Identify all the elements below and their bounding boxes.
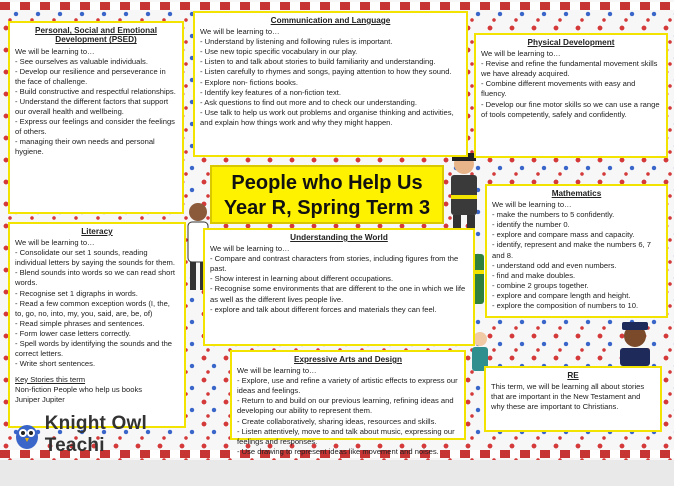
list-item: - Ask questions to find out more and to check our understanding.: [200, 98, 461, 108]
key-story-1: Non-fiction People who help us books: [15, 384, 143, 394]
understanding-world-section: [203, 228, 475, 346]
physical-list: [481, 59, 661, 119]
re-heading: RE: [567, 371, 579, 380]
top-border-stripe: [0, 2, 674, 10]
list-item: - Recognise set 1 digraphs in words.: [15, 289, 179, 299]
list-item: - combine 2 groups together.: [492, 281, 661, 291]
literacy-heading: Literacy: [81, 227, 113, 236]
list-item: - Understand by listening and following rules is important.: [200, 37, 461, 47]
list-item: - Form lower case letters correctly.: [15, 329, 179, 339]
list-item: - explore and compare mass and capacity.: [492, 230, 661, 240]
literacy-intro: We will be learning to…: [15, 238, 95, 248]
knight-owl-logo: [14, 413, 204, 456]
list-item: - Develop our fine motor skills so we can use a range of tools competently, safely and confidently.: [481, 100, 661, 120]
mathematics-list: [492, 210, 661, 310]
list-item: - Read simple phrases and sentences.: [15, 319, 179, 329]
psed-intro: We will be learning to…: [15, 46, 95, 56]
title-line-1: People who Help Us: [231, 172, 423, 194]
understanding-world-heading: Understanding the World: [290, 233, 388, 242]
physical-section: [474, 33, 668, 158]
re-text: This term, we will be learning all about stories that are important in the New Testament and why these are important to Christians.: [491, 382, 645, 412]
list-item: - make the numbers to 5 confidently.: [492, 210, 661, 220]
owl-icon: [14, 420, 39, 450]
re-section: [484, 366, 662, 432]
key-stories-heading: Key Stories this term: [15, 374, 86, 384]
expressive-arts-heading: Expressive Arts and Design: [294, 355, 402, 364]
list-item: - Listen carefully to rhymes and songs, paying attention to how they sound.: [200, 67, 461, 77]
communication-intro: We will be learning to…: [200, 27, 280, 37]
list-item: - Show interest in learning about different occupations.: [210, 274, 468, 284]
list-item: - Revise and refine the fundamental movement skills we have already acquired.: [481, 59, 661, 79]
physical-intro: We will be learning to…: [481, 49, 561, 59]
list-item: - Recognise some environments that are different to the one in which we life as well as the different lives people live.: [210, 284, 468, 304]
literacy-section: [8, 222, 186, 428]
psed-heading: Personal, Social and Emotional Development (PSED): [35, 26, 157, 45]
mathematics-intro: We will be learning to…: [492, 200, 572, 210]
list-item: - Write short sentences.: [15, 359, 179, 369]
mathematics-section: [485, 184, 668, 318]
list-item: - Return to and build on our previous learning, refining ideas and developing our ability to represent them.: [237, 396, 459, 416]
list-item: - identify, represent and make the numbers 6, 7 and 8.: [492, 240, 661, 260]
list-item: - Blend sounds into words so we can read short words.: [15, 268, 179, 288]
communication-heading: Communication and Language: [270, 16, 391, 25]
list-item: - Use drawing to represent ideas like movement and noises.: [237, 447, 459, 457]
list-item: - Consolidate our set 1 sounds, reading individual letters by saying the sounds for them.: [15, 248, 179, 268]
physical-heading: Physical Development: [527, 38, 615, 47]
expressive-arts-list: [237, 376, 459, 456]
list-item: - Read a few common exception words (I, the, to, go, no, into, my, you, said, are, be, of): [15, 299, 179, 319]
list-item: - explore the composition of numbers to 10.: [492, 301, 661, 311]
footer-band: [0, 460, 674, 486]
understanding-world-list: [210, 254, 468, 314]
list-item: - Explore non- fictions books.: [200, 78, 461, 88]
list-item: - Use talk to help us work out problems and organise thinking and activities, and explain how things work and why they might happen.: [200, 108, 461, 128]
list-item: - Use new topic specific vocabulary in our play.: [200, 47, 461, 57]
literacy-list: [15, 248, 179, 368]
list-item: - Spell words by identifying the sounds and the correct letters.: [15, 339, 179, 359]
mathematics-heading: Mathematics: [551, 189, 602, 198]
list-item: - Identify key features of a non-fiction text.: [200, 88, 461, 98]
psed-section: [8, 21, 184, 214]
list-item: - find and make doubles.: [492, 271, 661, 281]
list-item: - explore and compare length and height.: [492, 291, 661, 301]
list-item: - Express our feelings and consider the feelings of others.: [15, 117, 177, 137]
firefighter-character-icon: [444, 150, 484, 240]
page-title: [210, 165, 444, 224]
expressive-arts-intro: We will be learning to…: [237, 366, 317, 376]
list-item: - Explore, use and refine a variety of artistic effects to express our ideas and feelings.: [237, 376, 459, 396]
list-item: - Build constructive and respectful relationships.: [15, 87, 177, 97]
communication-list: [200, 37, 461, 127]
list-item: - Create collaboratively, sharing ideas, resources and skills.: [237, 417, 459, 427]
list-item: - Combine different movements with easy and fluency.: [481, 79, 661, 99]
list-item: - See ourselves as valuable individuals.: [15, 57, 177, 67]
communication-section: [193, 11, 468, 157]
psed-list: [15, 57, 177, 157]
list-item: - Compare and contrast characters from stories, including figures from the past.: [210, 254, 468, 274]
list-item: - explore and talk about different forces and materials they can feel.: [210, 305, 468, 315]
list-item: - Listen attentively, move to and talk about music, expressing our feelings and responses.: [237, 427, 459, 447]
list-item: - Develop our resilience and perseverance in the face of challenge.: [15, 67, 177, 87]
list-item: - understand odd and even numbers.: [492, 261, 661, 271]
list-item: - Listen to and talk about stories to build familiarity and understanding.: [200, 57, 461, 67]
key-story-2: Juniper Jupiter: [15, 394, 65, 404]
list-item: - Understand the different factors that support our overall health and wellbeing.: [15, 97, 177, 117]
list-item: - identify the number 0.: [492, 220, 661, 230]
expressive-arts-section: [230, 350, 466, 456]
list-item: - managing their own needs and personal hygiene.: [15, 137, 177, 157]
brand-name: Knight Owl Teachi: [44, 413, 147, 456]
title-line-2: Year R, Spring Term 3: [223, 197, 431, 219]
understanding-world-intro: We will be learning to…: [210, 244, 290, 254]
police-character-icon: [610, 318, 660, 366]
